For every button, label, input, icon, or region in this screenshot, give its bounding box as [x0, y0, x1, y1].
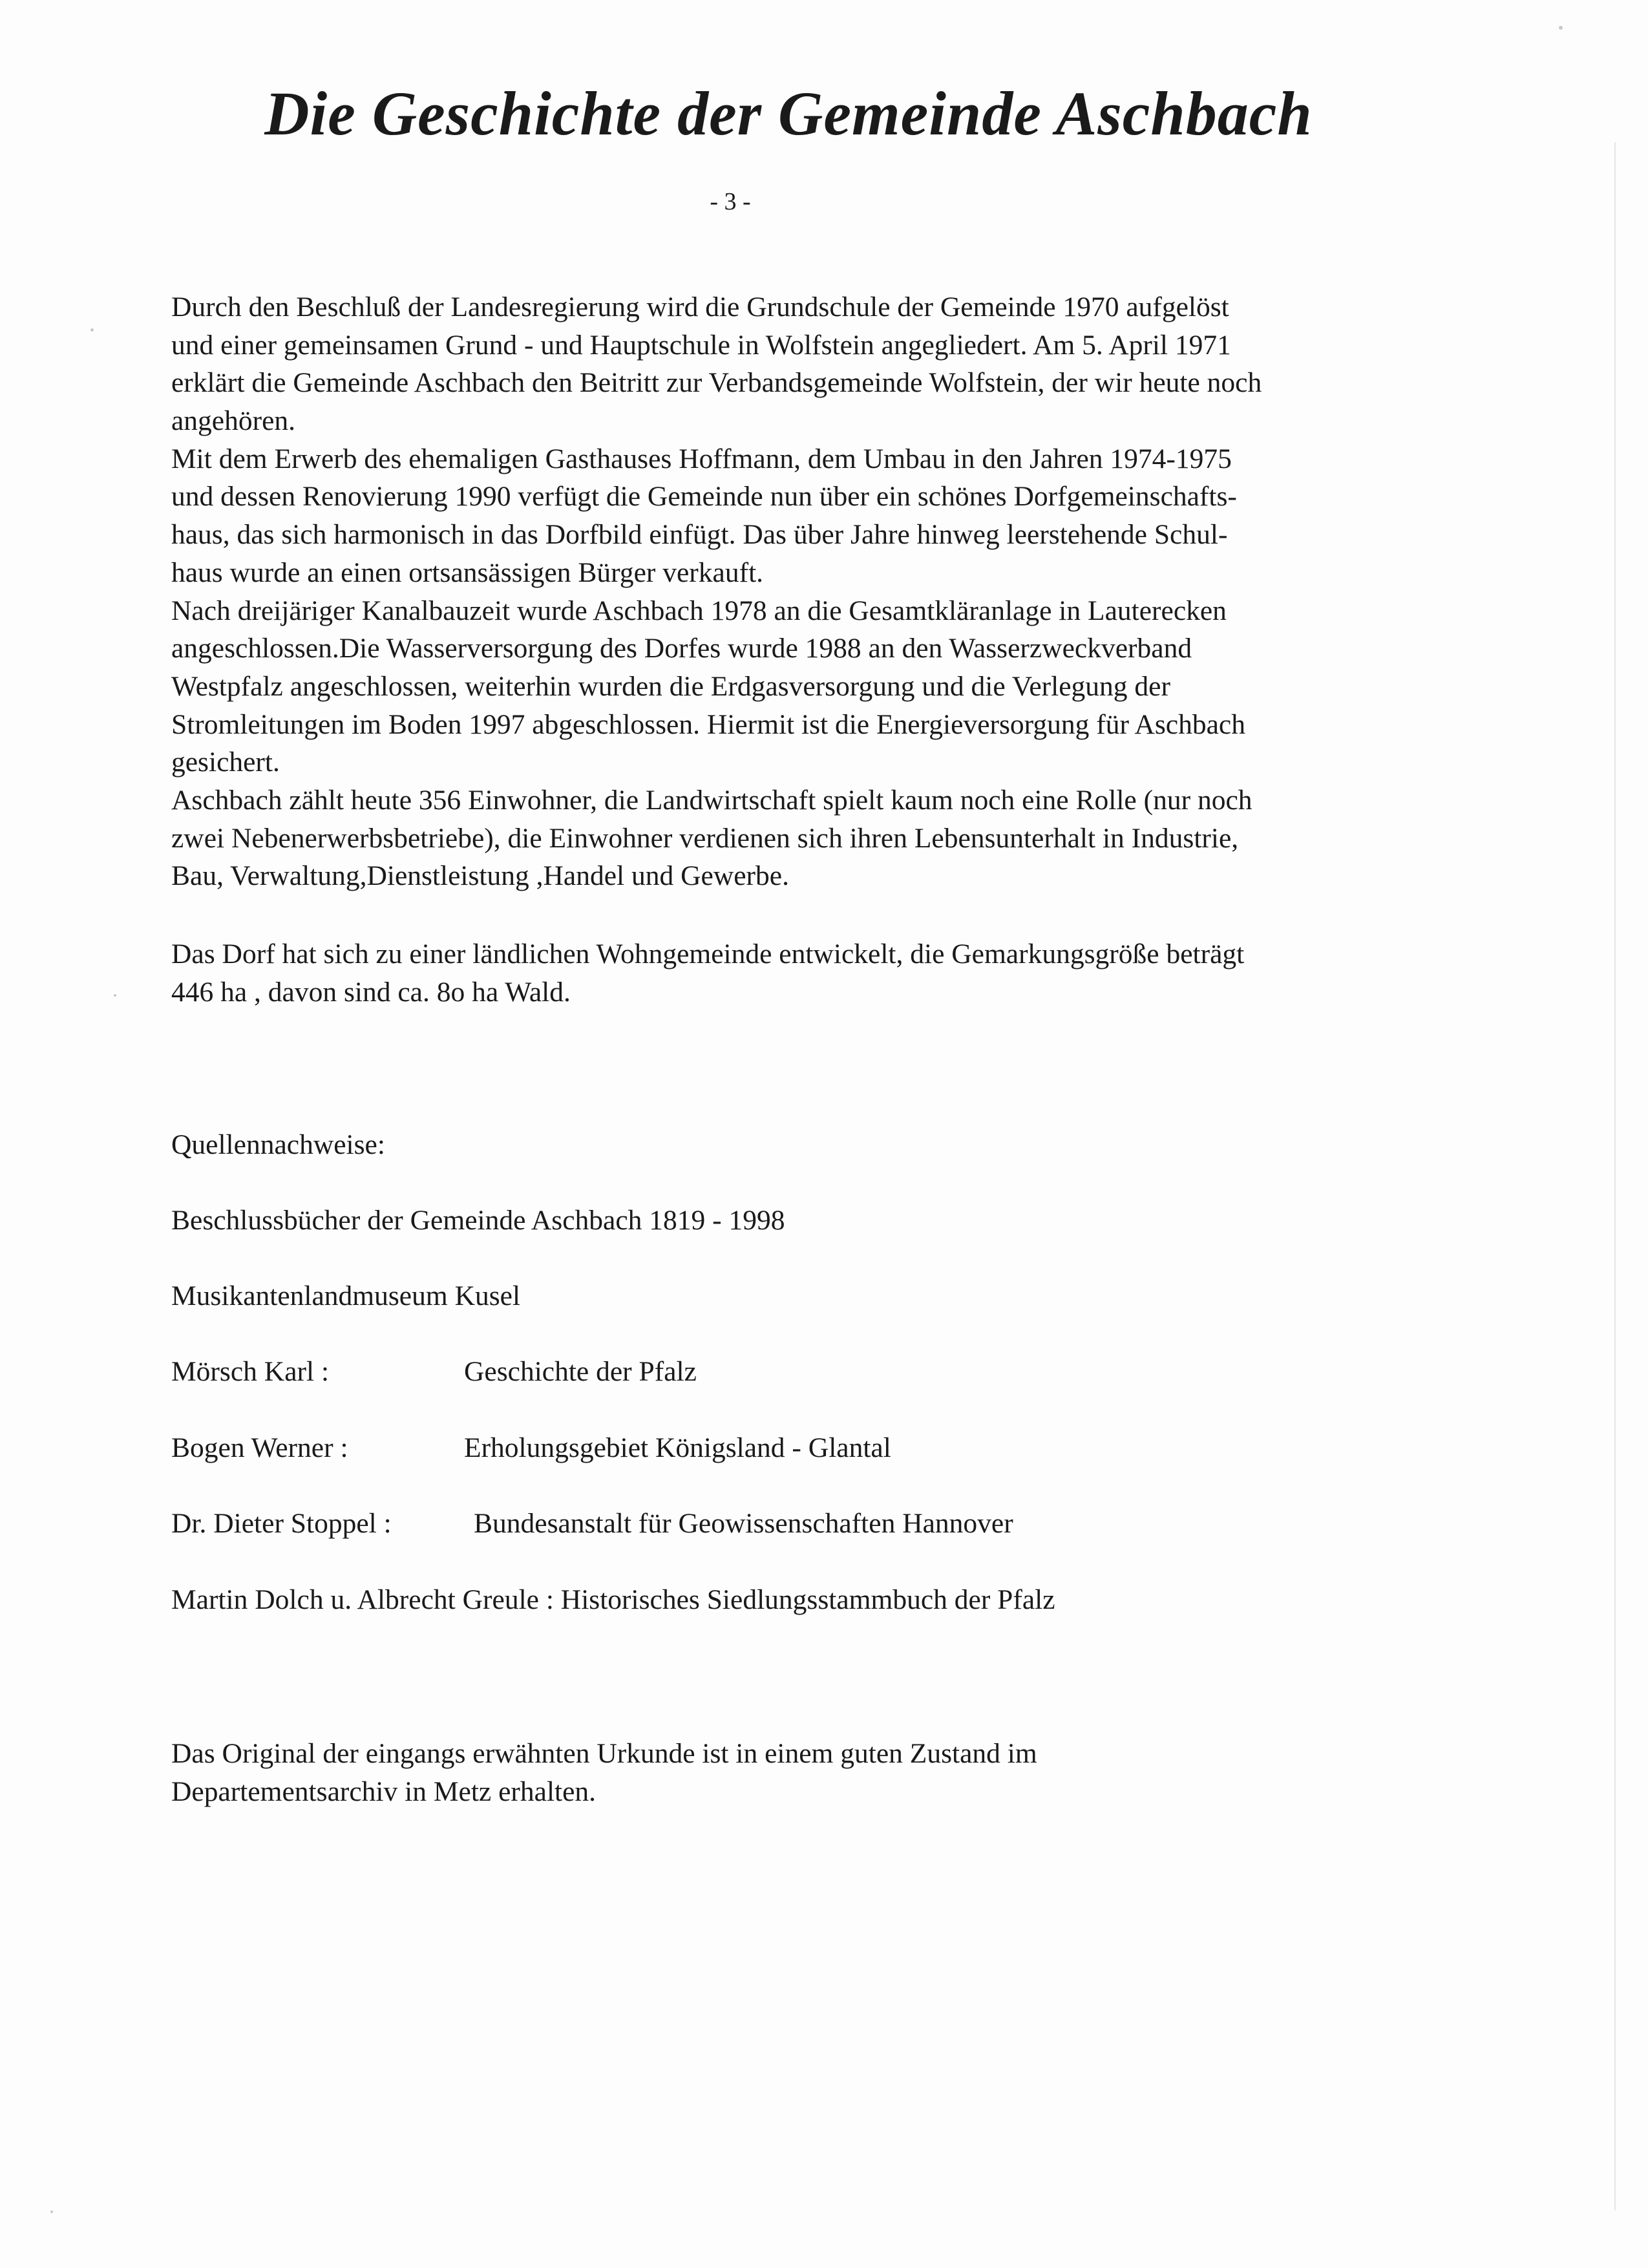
scan-speck	[114, 994, 116, 997]
scan-speck	[1559, 26, 1563, 30]
text-line: Westpfalz angeschlossen, weiterhin wurden die Erdgasversorgung und die Verlegung der	[171, 670, 1170, 702]
page-number: - 3 -	[710, 188, 751, 215]
sources-heading: Quellennachweise:	[171, 1129, 385, 1160]
text-line: Nach dreijäriger Kanalbauzeit wurde Aschbach 1978 an die Gesamtkläranlage in Lauterecken	[171, 595, 1227, 626]
closing-paragraph	[171, 1735, 1503, 1810]
text-line: und einer gemeinsamen Grund - und Hauptschule in Wolfstein angegliedert. Am 5. April 1971	[171, 329, 1231, 361]
source-work: Erholungsgebiet Königsland - Glantal	[464, 1432, 891, 1463]
scan-speck	[50, 2210, 53, 2213]
source-entry: Beschlussbücher der Gemeinde Aschbach 1819 - 1998	[171, 1205, 785, 1236]
text-line: Bau, Verwaltung,Dienstleistung ,Handel und Gewerbe.	[171, 860, 789, 892]
scan-edge-line	[1614, 142, 1616, 2210]
history-text-block	[171, 288, 1503, 895]
text-line: angehören.	[171, 405, 296, 437]
text-line: und dessen Renovierung 1990 verfügt die Gemeinde nun über ein schönes Dorfgemeinschafts-	[171, 481, 1237, 513]
source-entry: Musikantenlandmuseum Kusel	[171, 1280, 521, 1311]
source-work: Geschichte der Pfalz	[464, 1356, 697, 1387]
text-line: Aschbach zählt heute 356 Einwohner, die Landwirtschaft spielt kaum noch eine Rolle (nur noch	[171, 784, 1252, 816]
document-title: Die Geschichte der Gemeinde Aschbach	[264, 79, 1313, 148]
scan-speck	[90, 328, 94, 332]
text-line: Durch den Beschluß der Landesregierung wird die Grundschule der Gemeinde 1970 aufgelöst	[171, 291, 1229, 323]
text-line: zwei Nebenerwerbsbetriebe), die Einwohner verdienen sich ihren Lebensunterhalt in Industrie,	[171, 822, 1239, 854]
text-line: gesichert.	[171, 747, 280, 778]
source-author: Bogen Werner :	[171, 1432, 348, 1463]
text-line: angeschlossen.Die Wasserversorgung des Dorfes wurde 1988 an den Wasserzweckverband	[171, 633, 1192, 664]
village-summary-paragraph	[171, 935, 1503, 1011]
source-work: Bundesanstalt für Geowissenschaften Hannover	[474, 1508, 1013, 1539]
text-line: 446 ha , davon sind ca. 8o ha Wald.	[171, 976, 571, 1008]
source-author: Mörsch Karl :	[171, 1356, 330, 1387]
text-line: Departementsarchiv in Metz erhalten.	[171, 1775, 597, 1807]
text-line: Das Original der eingangs erwähnten Urkunde ist in einem guten Zustand im	[171, 1738, 1037, 1769]
text-line: haus wurde an einen ortsansässigen Bürger verkauft.	[171, 556, 764, 588]
text-line: Mit dem Erwerb des ehemaligen Gasthauses Hoffmann, dem Umbau in den Jahren 1974-1975	[171, 443, 1232, 474]
text-line: erklärt die Gemeinde Aschbach den Beitritt zur Verbandsgemeinde Wolfstein, der wir heute noch	[171, 367, 1262, 399]
source-author: Dr. Dieter Stoppel :	[171, 1508, 392, 1539]
text-line: Stromleitungen im Boden 1997 abgeschlossen. Hiermit ist die Energieversorgung für Aschbach	[171, 708, 1245, 740]
source-entry: Martin Dolch u. Albrecht Greule : Historisches Siedlungsstammbuch der Pfalz	[171, 1584, 1055, 1615]
text-line: Das Dorf hat sich zu einer ländlichen Wohngemeinde entwickelt, die Gemarkungsgröße beträgt	[171, 938, 1245, 970]
text-line: haus, das sich harmonisch in das Dorfbild einfügt. Das über Jahre hinweg leerstehende Schul-	[171, 519, 1228, 551]
